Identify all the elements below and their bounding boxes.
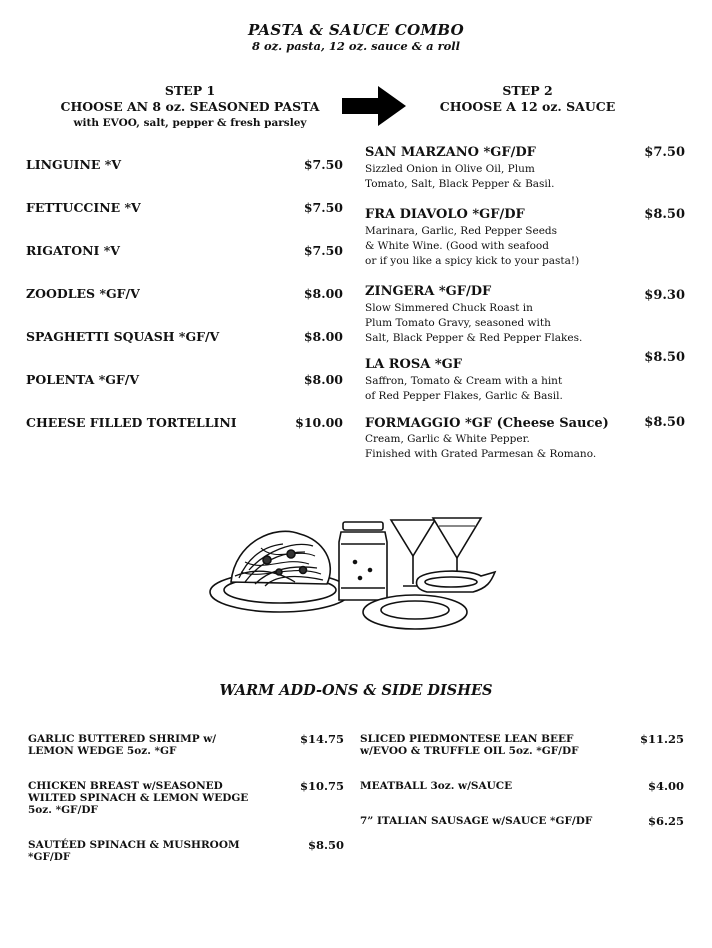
addon-line: CHICKEN BREAST w/SEASONED — [28, 780, 223, 792]
sauce-name: FORMAGGIO *GF (Cheese Sauce) — [365, 416, 609, 431]
pasta-price: $7.50 — [303, 157, 343, 172]
pasta-name: FETTUCCINE *V — [26, 200, 141, 215]
addon-price: $6.25 — [647, 814, 684, 828]
right-arrow-icon — [340, 84, 408, 128]
menu-subtitle: 8 oz. pasta, 12 oz. sauce & a roll — [251, 39, 461, 53]
addon-line: GARLIC BUTTERED SHRIMP w/ — [28, 733, 217, 745]
sauce-name: ZINGERA *GF/DF — [365, 284, 492, 299]
sauce-desc-line: Slow Simmered Chuck Roast in — [365, 302, 533, 314]
sauce-desc-line: or if you like a spicy kick to your pasta!) — [365, 255, 580, 267]
sauce-desc-line: Plum Tomato Gravy, seasoned with — [365, 317, 551, 329]
sauce-name: LA ROSA *GF — [365, 357, 463, 372]
addon-price: $8.50 — [307, 838, 344, 852]
sauce-desc-line: Cream, Garlic & White Pepper. — [365, 433, 530, 445]
step1-heading: CHOOSE AN 8 oz. SEASONED PASTA — [60, 99, 320, 114]
pasta-name: CHEESE FILLED TORTELLINI — [26, 415, 237, 430]
sauce-desc-line: Salt, Black Pepper & Red Pepper Flakes. — [365, 332, 583, 344]
menu-title: PASTA & SAUCE COMBO — [247, 21, 465, 39]
sauce-desc-line: Sizzled Onion in Olive Oil, Plum — [365, 163, 535, 175]
pasta-price: $7.50 — [303, 243, 343, 258]
sauce-desc-line: Marinara, Garlic, Red Pepper Seeds — [365, 225, 558, 237]
pasta-dinner-illustration — [205, 512, 505, 640]
addon-line: LEMON WEDGE 5oz. *GF — [28, 745, 177, 757]
step2-block — [420, 83, 635, 115]
sauce-desc-line: Finished with Grated Parmesan & Romano. — [365, 448, 597, 460]
sauce-desc-line: Tomato, Salt, Black Pepper & Basil. — [365, 178, 555, 190]
addon-line: SAUTÉED SPINACH & MUSHROOM — [28, 839, 240, 851]
pasta-name: SPAGHETTI SQUASH *GF/V — [26, 329, 220, 344]
step1-label: STEP 1 — [164, 83, 216, 98]
sauce-description — [365, 374, 563, 404]
pasta-name: POLENTA *GF/V — [26, 372, 140, 387]
pasta-price: $8.00 — [303, 329, 343, 344]
addons-title: WARM ADD-ONS & SIDE DISHES — [219, 682, 493, 699]
addon-item — [360, 733, 630, 757]
step2-heading: CHOOSE A 12 oz. SAUCE — [439, 99, 616, 114]
addon-item — [360, 780, 630, 792]
sauce-price: $8.50 — [644, 415, 685, 430]
step1-note: with EVOO, salt, pepper & fresh parsley — [73, 117, 307, 129]
sauce-description — [365, 301, 582, 346]
pasta-name: RIGATONI *V — [26, 243, 120, 258]
addon-line: *GF/DF — [28, 851, 71, 863]
sauce-description — [365, 432, 596, 462]
addon-item — [28, 733, 288, 757]
pasta-price: $8.00 — [303, 286, 343, 301]
sauce-name: FRA DIAVOLO *GF/DF — [365, 207, 525, 222]
pasta-price: $8.00 — [303, 372, 343, 387]
sauce-price: $8.50 — [644, 350, 685, 365]
sauce-name: SAN MARZANO *GF/DF — [365, 145, 536, 160]
sauce-description — [365, 224, 579, 269]
sauce-desc-line: of Red Pepper Flakes, Garlic & Basil. — [365, 390, 563, 402]
addon-item — [360, 815, 640, 827]
pasta-name: ZOODLES *GF/V — [26, 286, 140, 301]
addon-line: MEATBALL 3oz. w/SAUCE — [360, 780, 513, 792]
step1-block — [40, 83, 340, 131]
sauce-description — [365, 162, 555, 192]
sauce-price: $8.50 — [644, 207, 685, 222]
addon-price: $4.00 — [647, 779, 684, 793]
sauce-price: $7.50 — [644, 145, 685, 160]
pasta-name: LINGUINE *V — [26, 157, 122, 172]
addon-item — [28, 780, 288, 816]
addon-price: $14.75 — [299, 732, 344, 746]
addon-item — [28, 839, 288, 863]
addon-line: 7” ITALIAN SAUSAGE w/SAUCE *GF/DF — [360, 815, 593, 827]
addon-line: w/EVOO & TRUFFLE OIL 5oz. *GF/DF — [360, 745, 579, 757]
sauce-price: $9.30 — [644, 288, 685, 303]
addon-price: $11.25 — [639, 732, 684, 746]
addon-price: $10.75 — [299, 779, 344, 793]
sauce-desc-line: & White Wine. (Good with seafood — [365, 240, 549, 252]
pasta-price: $10.00 — [295, 415, 343, 430]
addon-line: SLICED PIEDMONTESE LEAN BEEF — [360, 733, 574, 745]
addon-line: WILTED SPINACH & LEMON WEDGE — [28, 792, 249, 804]
step2-label: STEP 2 — [502, 83, 553, 98]
sauce-desc-line: Saffron, Tomato & Cream with a hint — [365, 375, 563, 387]
addon-line: 5oz. *GF/DF — [28, 804, 98, 816]
pasta-price: $7.50 — [303, 200, 343, 215]
